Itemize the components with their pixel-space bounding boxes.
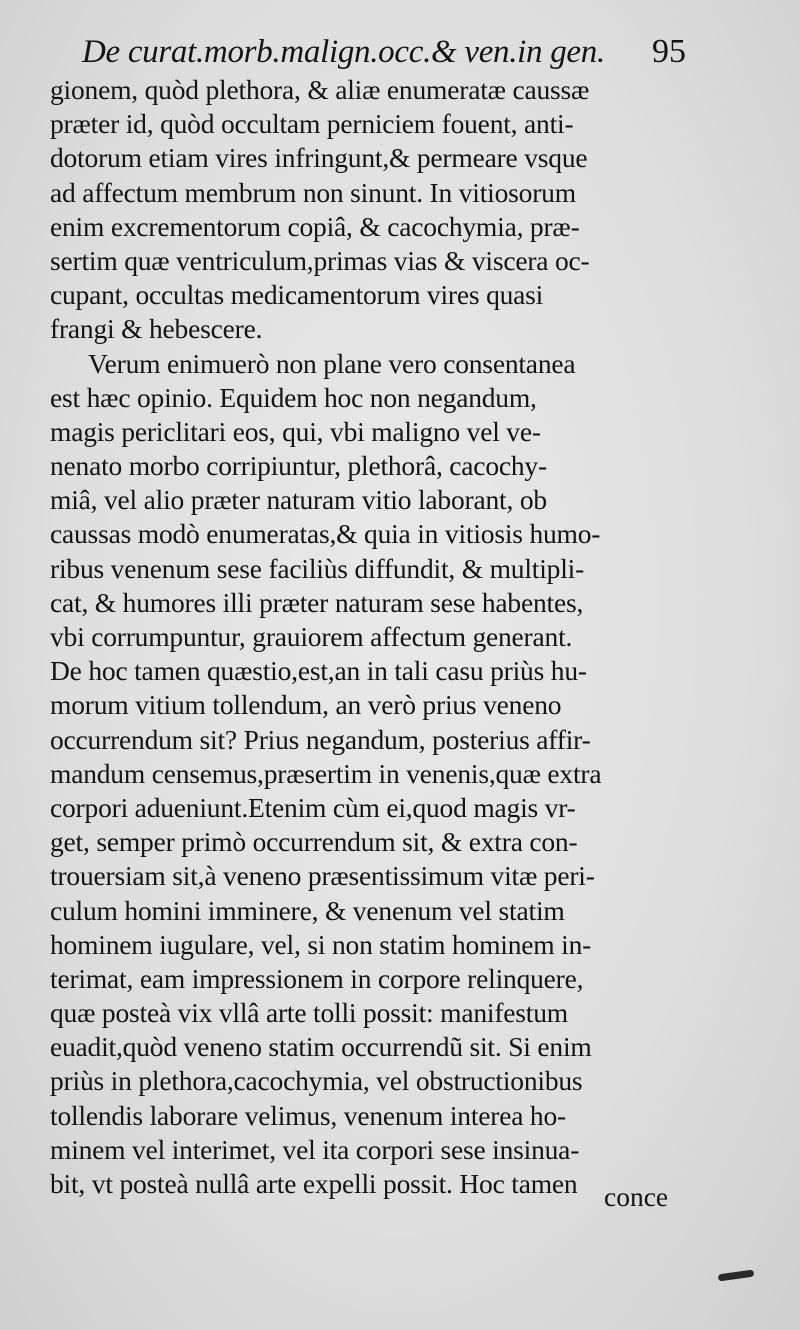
text-line: quæ posteà vix vllâ arte tolli possit: manifestum xyxy=(50,997,568,1029)
running-title: De curat.morb.malign.occ.& ven.in gen. xyxy=(82,34,605,70)
text-line: culum homini imminere, & venenum vel statim xyxy=(50,894,565,926)
text-line: gionem, quòd plethora, & aliæ enumeratæ caussæ xyxy=(50,74,590,105)
text-line: minem vel interimet, vel ita corpori sese insinua- xyxy=(50,1133,580,1165)
text-line: est hæc opinio. Equidem hoc non negandum, xyxy=(50,381,537,413)
text-line: trouersiam sit,à veneno præsentissimum vitæ peri- xyxy=(50,860,595,892)
ink-smudge xyxy=(718,1270,755,1282)
page-header xyxy=(82,30,686,74)
text-line: ad affectum membrum non sinunt. In vitiosorum xyxy=(50,176,576,208)
text-line: terimat, eam impressionem in corpore relinquere, xyxy=(50,962,584,994)
text-line: dotorum etiam vires infringunt,& permeare vsque xyxy=(50,142,588,174)
text-line: bit, vt posteà nullâ arte expelli possit. Hoc tamen xyxy=(50,1168,578,1199)
body-text xyxy=(50,73,690,1201)
text-line: præter id, quòd occultam perniciem fouent, anti- xyxy=(50,108,574,140)
text-line: morum vitium tollendum, an verò prius veneno xyxy=(50,689,562,721)
text-line: magis periclitari eos, qui, vbi maligno vel ve- xyxy=(50,415,541,447)
text-line: nenato morbo corripiuntur, plethorâ, cacochy- xyxy=(50,450,547,482)
text-line: corpori adueniunt.Etenim cùm ei,quod magis vr- xyxy=(50,791,576,823)
text-line: occurrendum sit? Prius negandum, posterius affir- xyxy=(50,723,591,755)
text-line: De hoc tamen quæstio,est,an in tali casu priùs hu- xyxy=(50,655,587,687)
text-line: frangi & hebescere. xyxy=(50,313,263,345)
text-line: vbi corrumpuntur, grauiorem affectum generant. xyxy=(50,621,573,652)
page-number: 95 xyxy=(652,33,686,70)
text-line: get, semper primò occurrendum sit, & extra con- xyxy=(50,826,578,858)
text-line: cupant, occultas medicamentorum vires quasi xyxy=(50,279,544,311)
text-line: enim excrementorum copiâ, & cacochymia, præ- xyxy=(50,210,580,242)
text-line: euadit,quòd veneno statim occurrendũ sit. Si enim xyxy=(50,1031,592,1063)
text-line: sertim quæ ventriculum,primas vias & viscera oc- xyxy=(50,244,590,276)
text-line: miâ, vel alio præter naturam vitio laborant, ob xyxy=(50,484,547,516)
catchword: conce xyxy=(604,1181,669,1212)
text-line: caussas modò enumeratas,& quia in vitiosis humo- xyxy=(50,518,601,550)
paragraph-first-line: Verum enimuerò non plane vero consentanea xyxy=(88,347,576,379)
text-line: priùs in plethora,cacochymia, vel obstructionibus xyxy=(50,1065,583,1097)
text-line: hominem iugulare, vel, si non statim hominem in- xyxy=(50,928,592,960)
text-line: tollendis laborare velimus, venenum interea ho- xyxy=(50,1099,566,1131)
text-line: cat, & humores illi præter naturam sese habentes, xyxy=(50,586,584,618)
text-line: ribus venenum sese faciliùs diffundit, & multipli- xyxy=(50,552,585,584)
text-line: mandum censemus,præsertim in venenis,quæ extra xyxy=(50,757,602,789)
